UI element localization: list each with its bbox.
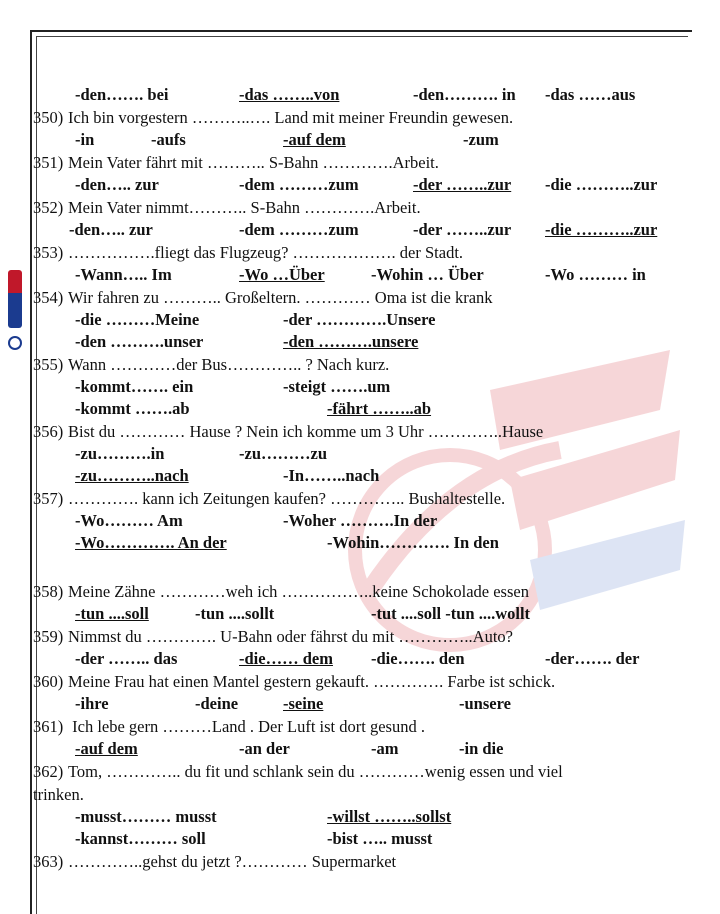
answer-option: -kannst……… soll bbox=[75, 829, 206, 848]
answer-option: -tun ....sollt bbox=[195, 604, 275, 623]
answer-options bbox=[33, 738, 693, 760]
question bbox=[33, 353, 693, 376]
question-text-continued: trinken. bbox=[33, 785, 84, 804]
question bbox=[33, 151, 693, 174]
answer-option: -Woher ……….In der bbox=[283, 511, 438, 530]
answer-option-correct: -das ……..von bbox=[239, 85, 340, 104]
answer-options bbox=[33, 398, 693, 420]
answer-options bbox=[33, 828, 693, 850]
question bbox=[33, 670, 693, 693]
question bbox=[33, 286, 693, 309]
answer-option: -dem ………zum bbox=[239, 220, 359, 239]
answer-options bbox=[33, 693, 693, 715]
answer-option: -in bbox=[75, 130, 95, 149]
answer-option: -aufs bbox=[151, 130, 186, 149]
answer-option: -den ……….unser bbox=[75, 332, 204, 351]
answer-option: -Wann….. Im bbox=[75, 265, 172, 284]
question-number: 356) bbox=[33, 422, 64, 441]
question-number: 360) bbox=[33, 672, 64, 691]
answer-option-correct: -tun ....soll bbox=[75, 604, 149, 623]
question-number: 361) bbox=[33, 717, 64, 736]
answer-option: -musst……… musst bbox=[75, 807, 217, 826]
question bbox=[33, 760, 693, 783]
answer-option: -ihre bbox=[75, 694, 109, 713]
answer-options bbox=[33, 84, 693, 106]
answer-option: -am bbox=[371, 739, 399, 758]
answer-option: -dem ………zum bbox=[239, 175, 359, 194]
answer-option-correct: -Wo …Über bbox=[239, 265, 325, 284]
side-logo bbox=[4, 270, 26, 350]
question-text: Mein Vater nimmt……….. S-Bahn ………….Arbeit. bbox=[68, 198, 421, 217]
answer-option: -an der bbox=[239, 739, 290, 758]
question-text: Ich bin vorgestern ………..…. Land mit meiner Freundin gewesen. bbox=[68, 108, 514, 127]
answer-options bbox=[33, 309, 693, 331]
question-text: Tom, ………….. du fit und schlank sein du …………wenig essen und viel bbox=[68, 762, 563, 781]
question-number: 353) bbox=[33, 243, 64, 262]
answer-option-correct: -der ……..zur bbox=[413, 175, 512, 194]
question-text: …………..gehst du jetzt ?………… Supermarket bbox=[68, 852, 397, 871]
answer-options bbox=[33, 129, 693, 151]
answer-option: -das ……aus bbox=[545, 85, 636, 104]
question-text: Meine Zähne …………weh ich ……………..keine Schokolade essen bbox=[68, 582, 529, 601]
answer-option: -den………. in bbox=[413, 85, 516, 104]
answer-option-correct: -zu………..nach bbox=[75, 466, 189, 485]
answer-option: -Wo ……… in bbox=[545, 265, 646, 284]
answer-options bbox=[33, 648, 693, 670]
answer-options bbox=[33, 331, 693, 353]
answer-option-correct: -die ………..zur bbox=[545, 220, 658, 239]
answer-option-correct: -den ……….unsere bbox=[283, 332, 419, 351]
answer-option: -Wohin…………. In den bbox=[327, 533, 499, 552]
question-number: 352) bbox=[33, 198, 64, 217]
page-border-top bbox=[30, 30, 692, 32]
answer-option: -den….. zur bbox=[75, 175, 159, 194]
question-text: Wann …………der Bus………….. ? Nach kurz. bbox=[68, 355, 390, 374]
question bbox=[33, 106, 693, 129]
question-number: 351) bbox=[33, 153, 64, 172]
question-number: 358) bbox=[33, 582, 64, 601]
question-number: 354) bbox=[33, 288, 64, 307]
question bbox=[33, 850, 693, 873]
answer-option: -den….. zur bbox=[69, 220, 153, 239]
answer-options bbox=[33, 174, 693, 196]
answer-options bbox=[33, 264, 693, 286]
answer-options bbox=[33, 443, 693, 465]
question-number: 359) bbox=[33, 627, 64, 646]
question-text: Bist du ………… Hause ? Nein ich komme um 3 Uhr …………..Hause bbox=[68, 422, 544, 441]
answer-option: -der ………….Unsere bbox=[283, 310, 436, 329]
answer-option-correct: -auf dem bbox=[283, 130, 346, 149]
answer-option-correct: -auf dem bbox=[75, 739, 138, 758]
question-number: 357) bbox=[33, 489, 64, 508]
answer-option: -die ………Meine bbox=[75, 310, 200, 329]
question-number: 350) bbox=[33, 108, 64, 127]
answer-option: -der …….. das bbox=[75, 649, 178, 668]
question bbox=[33, 241, 693, 264]
answer-option: -der……. der bbox=[545, 649, 640, 668]
question-number: 355) bbox=[33, 355, 64, 374]
answer-options bbox=[33, 603, 693, 625]
question-text: Meine Frau hat einen Mantel gestern gekauft. …………. Farbe ist schick. bbox=[68, 672, 556, 691]
answer-option: -deine bbox=[195, 694, 239, 713]
answer-options bbox=[33, 465, 693, 487]
answer-option: -steigt …….um bbox=[283, 377, 391, 396]
question bbox=[33, 196, 693, 219]
answer-option-correct: -fährt ……..ab bbox=[327, 399, 432, 418]
question bbox=[33, 580, 693, 603]
answer-option: -der ……..zur bbox=[413, 220, 512, 239]
answer-options bbox=[33, 376, 693, 398]
question bbox=[33, 625, 693, 648]
page-border-top-inner bbox=[36, 36, 688, 37]
page-border-left bbox=[30, 30, 32, 914]
exercise-sheet bbox=[33, 84, 693, 873]
question-text: Mein Vater fährt mit ……….. S-Bahn ………….Arbeit. bbox=[68, 153, 439, 172]
question-text: …………….fliegt das Flugzeug? ………………. der Stadt. bbox=[68, 243, 464, 262]
question-text: Nimmst du …………. U-Bahn oder fährst du mit …………..Auto? bbox=[68, 627, 514, 646]
answer-option: -die ………..zur bbox=[545, 175, 658, 194]
question-text: Wir fahren zu ……….. Großeltern. ………… Oma ist die krank bbox=[68, 288, 493, 307]
answer-option: -Wohin … Über bbox=[371, 265, 484, 284]
logo-bar-icon bbox=[8, 270, 22, 328]
logo-mark-icon bbox=[8, 336, 22, 350]
answer-options bbox=[33, 532, 693, 554]
answer-option: -zu………zu bbox=[239, 444, 327, 463]
answer-option: -zum bbox=[463, 130, 499, 149]
answer-options bbox=[33, 806, 693, 828]
question-text: Ich lebe gern ………Land . Der Luft ist dort gesund . bbox=[68, 717, 425, 736]
answer-option-correct: -seine bbox=[283, 694, 324, 713]
answer-option: -den……. bei bbox=[75, 85, 169, 104]
answer-option: -unsere bbox=[459, 694, 511, 713]
answer-option-correct: -Wo…………. An der bbox=[75, 533, 227, 552]
answer-option: -die……. den bbox=[371, 649, 465, 668]
answer-option: -kommt …….ab bbox=[75, 399, 190, 418]
question-number: 362) bbox=[33, 762, 64, 781]
answer-option: -in die bbox=[459, 739, 504, 758]
answer-option: -Wo……… Am bbox=[75, 511, 183, 530]
answer-option: -In……..nach bbox=[283, 466, 380, 485]
question bbox=[33, 487, 693, 510]
question-number: 363) bbox=[33, 852, 64, 871]
answer-option: -kommt……. ein bbox=[75, 377, 194, 396]
question-text: …………. kann ich Zeitungen kaufen? ………….. Bushaltestelle. bbox=[68, 489, 506, 508]
answer-options bbox=[33, 219, 693, 241]
question bbox=[33, 715, 693, 738]
answer-options bbox=[33, 510, 693, 532]
answer-option: -tut ....soll -tun ....wollt bbox=[371, 604, 531, 623]
question bbox=[33, 420, 693, 443]
answer-option: -bist ….. musst bbox=[327, 829, 433, 848]
answer-option-correct: -die…… dem bbox=[239, 649, 333, 668]
spacer bbox=[33, 554, 693, 580]
answer-option: -zu……….in bbox=[75, 444, 165, 463]
answer-option-correct: -willst ……..sollst bbox=[327, 807, 452, 826]
